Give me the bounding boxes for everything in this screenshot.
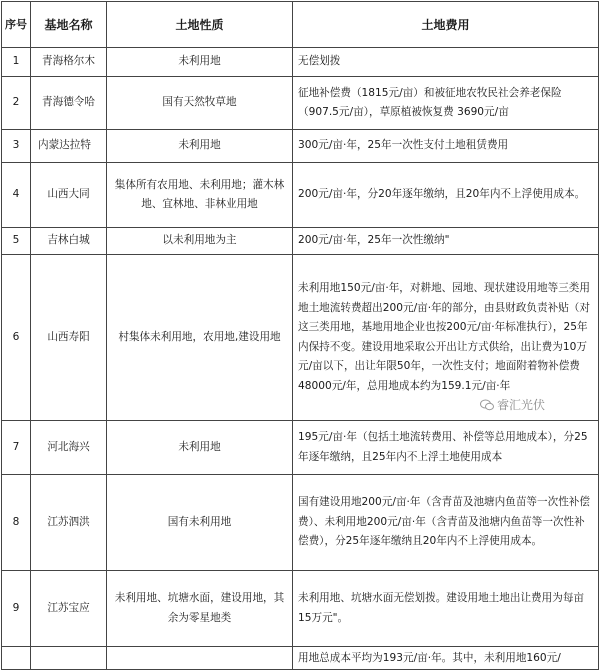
row-name: 青海德令哈	[31, 77, 107, 130]
table-row	[2, 48, 599, 77]
row-name: 内蒙达拉特	[31, 130, 107, 163]
table-row	[2, 571, 599, 647]
header-nature: 土地性质	[107, 2, 293, 48]
row-no: 4	[2, 163, 31, 228]
row-name: 吉林白城	[31, 228, 107, 255]
row-nature: 集体所有农用地、未利用地；灌木林地、宜林地、非林业用地	[107, 163, 293, 228]
row-no: 1	[2, 48, 31, 77]
watermark-text: 睿汇光伏	[497, 398, 546, 412]
row-no: 2	[2, 77, 31, 130]
row-nature: 未利用地、坑塘水面，建设用地，其余为零星地类	[107, 571, 293, 647]
header-no: 序号	[2, 2, 31, 48]
row-cost: 200元/亩·年，25年一次性缴纳"	[293, 228, 599, 255]
row-name: 江苏泗洪	[31, 475, 107, 571]
row-nature: 未利用地	[107, 421, 293, 475]
table-row	[2, 647, 599, 670]
row-nature: 以未利用地为主	[107, 228, 293, 255]
row-no: 6	[2, 255, 31, 421]
row-cost: 未利用地150元/亩·年，对耕地、园地、现状建设用地等三类用地土地流转费超出200元/亩·年的部分，由县财政负责补贴（对这三类用地，基地用地企业也按200元/亩·年标准执行），25年内保持不变。建设用地采取公开出让方式供给，出让费为10万元/亩以下，出让年限50年，一次性支付；地面附着物补偿费48000元/年，总用地成本约为159.1元/亩·年	[293, 255, 599, 421]
row-nature	[107, 647, 293, 670]
row-name: 山西大同	[31, 163, 107, 228]
table-row	[2, 130, 599, 163]
row-no: 3	[2, 130, 31, 163]
row-cost: 国有建设用地200元/亩·年（含青苗及池塘内鱼苗等一次性补偿费）、未利用地200元/亩·年（含青苗及池塘内鱼苗等一次性补偿费），分25年逐年缴纳且20年内不上浮使用成本。	[293, 475, 599, 571]
row-name: 青海格尔木	[31, 48, 107, 77]
row-name: 山西寿阳	[31, 255, 107, 421]
row-nature: 村集体未利用地，农用地,建设用地	[107, 255, 293, 421]
table-row	[2, 163, 599, 228]
header-cost: 土地费用	[293, 2, 599, 48]
watermark	[480, 396, 545, 413]
header-name: 基地名称	[31, 2, 107, 48]
row-no	[2, 647, 31, 670]
table-row	[2, 77, 599, 130]
row-cost: 195元/亩·年（包括土地流转费用、补偿等总用地成本），分25年逐年缴纳，且25年内不上浮土地使用成本	[293, 421, 599, 475]
row-no: 5	[2, 228, 31, 255]
row-no: 7	[2, 421, 31, 475]
table-row	[2, 421, 599, 475]
table-row	[2, 475, 599, 571]
row-no: 8	[2, 475, 31, 571]
row-nature: 国有天然牧草地	[107, 77, 293, 130]
row-name: 江苏宝应	[31, 571, 107, 647]
row-name	[31, 647, 107, 670]
row-cost: 200元/亩·年，分20年逐年缴纳，且20年内不上浮使用成本。	[293, 163, 599, 228]
row-nature: 未利用地	[107, 48, 293, 77]
row-cost: 征地补偿费（1815元/亩）和被征地农牧民社会养老保险（907.5元/亩），草原植被恢复费 3690元/亩	[293, 77, 599, 130]
row-cost: 无偿划拨	[293, 48, 599, 77]
row-nature: 未利用地	[107, 130, 293, 163]
row-cost: 用地总成本平均为193元/亩·年。其中，未利用地160元/	[293, 647, 599, 670]
row-no: 9	[2, 571, 31, 647]
header-row	[2, 2, 599, 48]
row-cost: 300元/亩·年，25年一次性支付土地租赁费用	[293, 130, 599, 163]
row-name: 河北海兴	[31, 421, 107, 475]
row-cost: 未利用地、坑塘水面无偿划拨。建设用地土地出让费用为每亩15万元"。	[293, 571, 599, 647]
row-nature: 国有未利用地	[107, 475, 293, 571]
land-cost-table	[1, 1, 599, 670]
table-row	[2, 228, 599, 255]
wechat-icon	[480, 399, 494, 411]
